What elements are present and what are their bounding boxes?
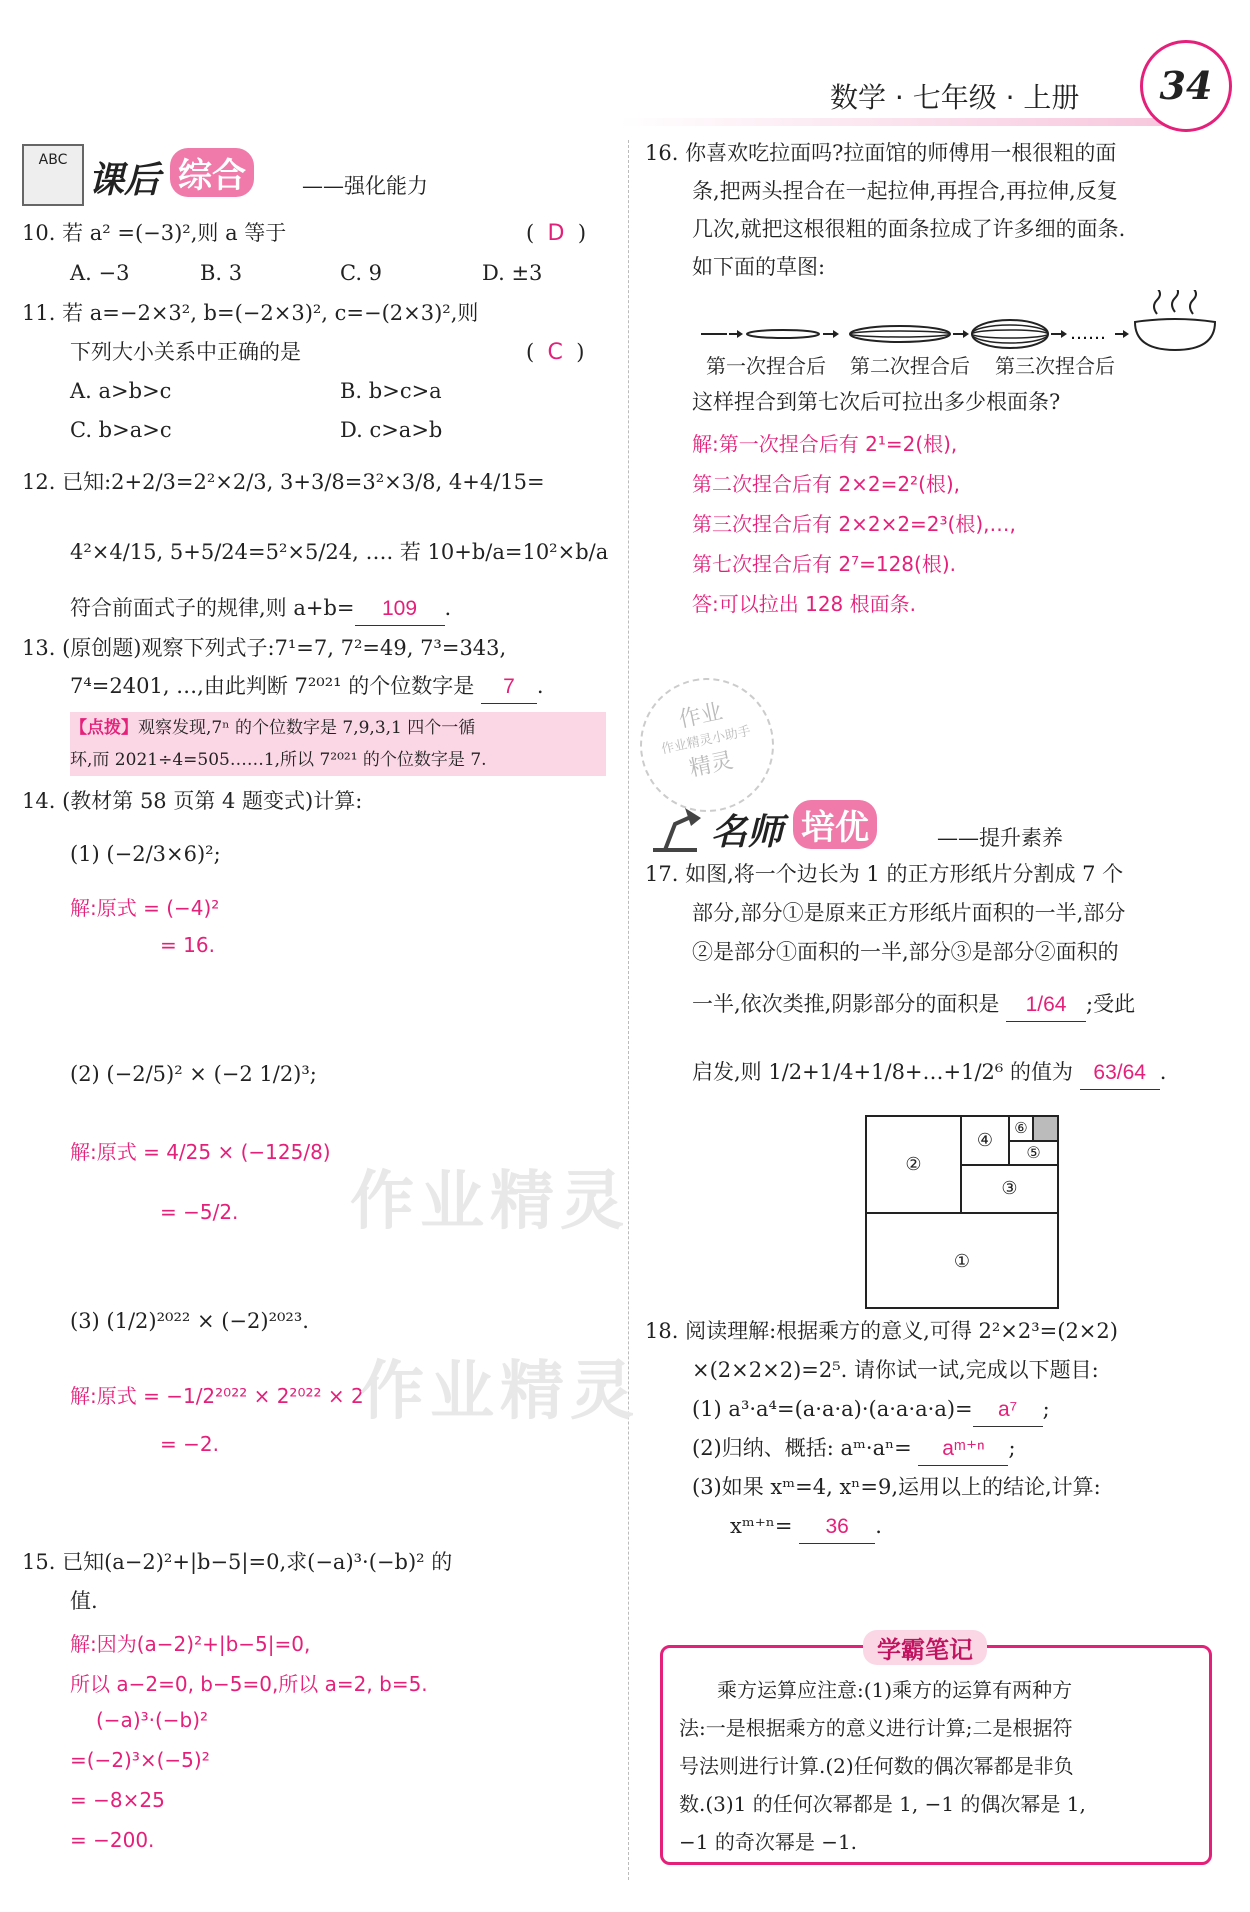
q13-line2: 7⁴=2401, …,由此判断 7²⁰²¹ 的个位数字是 7 . [70, 670, 544, 704]
section-title-2b: 培优 [793, 800, 877, 849]
q16-caption-3: 第三次捏合后 [995, 354, 1115, 378]
q13-tip-2: 环,而 2021÷4=505……1,所以 7²⁰²¹ 的个位数字是 7. [70, 750, 487, 770]
study-note-line-2: 法:一是根据乘方的意义进行计算;二是根据符 [679, 1716, 1073, 1740]
q18-part3: (3)如果 xᵐ=4, xⁿ=9,运用以上的结论,计算: [692, 1475, 1101, 1499]
q16-sol-5: 答:可以拉出 128 根面条. [692, 592, 916, 616]
section-sub-2: ——提升素养 [937, 826, 1063, 850]
study-note-line-1: 乘方运算应注意:(1)乘方的运算有两种方 [717, 1678, 1073, 1702]
column-divider [628, 140, 629, 1880]
q18-part2: (2)归纳、概括: aᵐ·aⁿ= aᵐ⁺ⁿ ; [692, 1432, 1016, 1466]
part-2: ② [867, 1117, 962, 1212]
q17-answer-1: 1/64 [1006, 989, 1086, 1022]
book-icon: ABC [22, 144, 84, 206]
q13-answer: 7 [481, 671, 537, 704]
study-note-title: 学霸笔记 [863, 1630, 987, 1665]
page-number: 34 [1159, 63, 1213, 108]
q11-answer: ( C ) [526, 340, 585, 365]
study-note-line-5: −1 的奇次幂是 −1. [679, 1830, 858, 1854]
q11-opt-a: A. a>b>c [70, 379, 172, 403]
q14-part3-sol1: 解:原式 = −1/2²⁰²² × 2²⁰²² × 2 [70, 1384, 364, 1408]
q14-part1: (1) (−2/3×6)²; [70, 842, 221, 866]
q16-line3: 几次,就把这根很粗的面条拉成了许多细的面条. [692, 217, 1126, 241]
q10-opt-c: C. 9 [340, 261, 383, 285]
q17-line2: 部分,部分①是原来正方形纸片面积的一半,部分 [692, 901, 1126, 925]
q15-sol-4: =(−2)³×(−5)² [70, 1748, 210, 1772]
q10-opt-a: A. −3 [70, 261, 130, 285]
q16-line4: 如下面的草图: [692, 255, 826, 279]
q14-part3: (3) (1/2)²⁰²² × (−2)²⁰²³. [70, 1309, 309, 1333]
q14-part2-sol2: = −5/2. [160, 1200, 239, 1224]
header-title: 数学 · 七年级 · 上册 [830, 81, 1080, 114]
section-title-1a: 课后 [88, 160, 161, 201]
q11-opt-c: C. b>a>c [70, 418, 172, 442]
q12-answer: 109 [355, 593, 445, 626]
q15-line1: 15. 已知(a−2)²+|b−5|=0,求(−a)³·(−b)² 的 [22, 1550, 453, 1574]
q18-answer-1: a⁷ [973, 1394, 1043, 1427]
q15-sol-1: 解:因为(a−2)²+|b−5|=0, [70, 1632, 311, 1656]
part-3: ③ [962, 1164, 1057, 1212]
section-heading-keshou [22, 140, 472, 206]
part-1: ① [867, 1212, 1057, 1307]
q10-stem: 10. 若 a² =(−3)²,则 a 等于 [22, 221, 287, 245]
q15-sol-2: 所以 a−2=0, b−5=0,所以 a=2, b=5. [70, 1672, 428, 1696]
part-6: ⑥ [1010, 1117, 1034, 1140]
q16-question: 这样捏合到第七次后可拉出多少根面条? [692, 390, 1061, 414]
page-number-badge [1140, 40, 1232, 132]
q14-part3-sol2: = −2. [160, 1432, 219, 1456]
section-heading-mingshi [645, 792, 1115, 858]
study-note-line-4: 数.(3)1 的任何次幂都是 1, −1 的偶次幂是 1, [679, 1792, 1086, 1816]
q14-part2: (2) (−2/5)² × (−2 1/2)³; [70, 1062, 317, 1086]
q18-line1: 18. 阅读理解:根据乘方的意义,可得 2²×2³=(2×2) [645, 1319, 1118, 1343]
q11-opt-b: B. b>c>a [340, 379, 442, 403]
part-4: ④ [962, 1117, 1010, 1164]
section-title-2a: 名师 [711, 812, 784, 853]
q15-line2: 值. [70, 1589, 98, 1613]
q16-sol-4: 第七次捏合后有 2⁷=128(根). [692, 552, 956, 576]
q14-part2-sol1: 解:原式 = 4/25 × (−125/8) [70, 1140, 331, 1164]
svg-text:……: …… [1070, 323, 1106, 344]
noodle-sketch [695, 290, 1225, 352]
q16-caption-1: 第一次捏合后 [706, 354, 826, 378]
q17-line3: ②是部分①面积的一半,部分③是部分②面积的 [692, 940, 1119, 964]
header-band [620, 118, 1180, 126]
q15-sol-6: = −200. [70, 1828, 155, 1852]
q18-line2: ×(2×2×2)=2⁵. 请你试一试,完成以下题目: [692, 1358, 1099, 1382]
q11-stem: 11. 若 a=−2×3², b=(−2×3)², c=−(2×3)²,则 [22, 301, 479, 325]
square-diagram [865, 1115, 1059, 1309]
q15-sol-5: = −8×25 [70, 1788, 165, 1812]
part-5: ⑤ [1010, 1140, 1057, 1164]
watermark-text-1: 作业精灵 [350, 1165, 630, 1239]
tip-tag: 【点拨】 [70, 718, 138, 738]
q13-tip-box [70, 712, 606, 776]
watermark-text-2: 作业精灵 [360, 1355, 640, 1429]
q12-line3: 符合前面式子的规律,则 a+b= 109 . [70, 592, 451, 626]
q17-line5: 启发,则 1/2+1/4+1/8+…+1/2⁶ 的值为 63/64 . [692, 1056, 1166, 1090]
q16-line1: 16. 你喜欢吃拉面吗?拉面馆的师傅用一根很粗的面 [645, 141, 1117, 165]
q17-line4: 一半,依次类推,阴影部分的面积是 1/64 ;受此 [692, 988, 1135, 1022]
q12-line1: 12. 已知:2+2/3=2²×2/3, 3+3/8=3²×3/8, 4+4/15= [22, 470, 545, 494]
q17-line1: 17. 如图,将一个边长为 1 的正方形纸片分割成 7 个 [645, 862, 1124, 886]
q17-answer-2: 63/64 [1080, 1057, 1160, 1090]
q18-part4: xᵐ⁺ⁿ= 36 . [730, 1510, 882, 1544]
q14-part1-sol2: = 16. [160, 933, 215, 957]
q16-sol-3: 第三次捏合后有 2×2×2=2³(根),…, [692, 512, 1016, 536]
q13-tip-1: 观察发现,7ⁿ 的个位数字是 7,9,3,1 四个一循 [138, 718, 476, 738]
q13-line1: 13. (原创题)观察下列式子:7¹=7, 7²=49, 7³=343, [22, 636, 507, 660]
study-note-box [660, 1636, 1212, 1865]
q14-stem: 14. (教材第 58 页第 4 题变式)计算: [22, 789, 363, 813]
section-sub-1: ——强化能力 [302, 174, 428, 198]
lamp-icon [645, 802, 705, 854]
q18-answer-2: aᵐ⁺ⁿ [918, 1433, 1008, 1466]
q10-answer: ( D ) [526, 221, 587, 246]
q11-opt-d: D. c>a>b [340, 418, 443, 442]
q12-line2: 4²×4/15, 5+5/24=5²×5/24, …. 若 10+b/a=10²×b/a [70, 540, 609, 564]
q16-line2: 条,把两头捏合在一起拉伸,再捏合,再拉伸,反复 [692, 179, 1118, 203]
q16-sol-1: 解:第一次捏合后有 2¹=2(根), [692, 432, 958, 456]
q14-part1-sol1: 解:原式 = (−4)² [70, 896, 220, 920]
q15-sol-3: (−a)³·(−b)² [96, 1708, 209, 1732]
q16-caption-2: 第二次捏合后 [850, 354, 970, 378]
section-title-1b: 综合 [170, 148, 254, 197]
q16-sol-2: 第二次捏合后有 2×2=2²(根), [692, 472, 961, 496]
q10-opt-b: B. 3 [200, 261, 243, 285]
shaded-part [1034, 1117, 1057, 1140]
q18-part1: (1) a³·a⁴=(a·a·a)·(a·a·a·a)= a⁷ ; [692, 1393, 1050, 1427]
study-note-line-3: 号法则进行计算.(2)任何数的偶次幂都是非负 [679, 1754, 1074, 1778]
q10-opt-d: D. ±3 [482, 261, 543, 285]
q18-answer-3: 36 [799, 1511, 875, 1544]
q11-stem2: 下列大小关系中正确的是 [70, 340, 301, 364]
watermark-stamp: 作业 作业精灵小助手 精灵 [628, 666, 787, 825]
